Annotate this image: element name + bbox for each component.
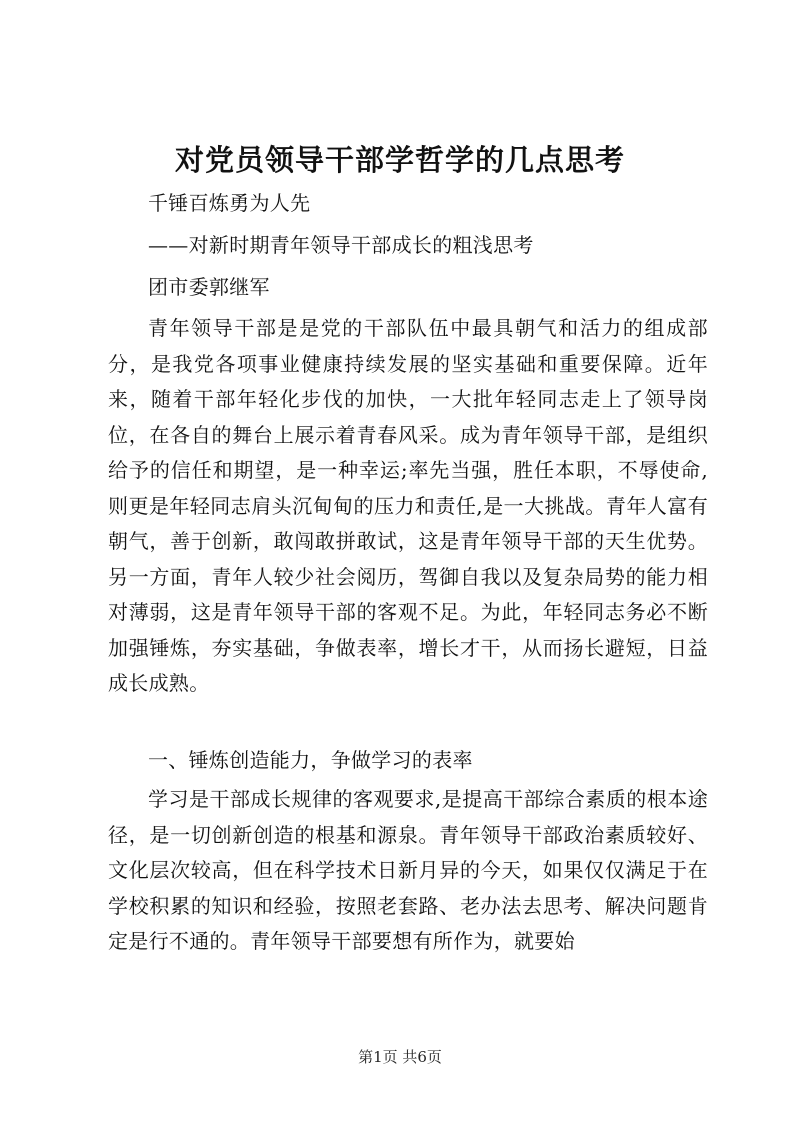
section-heading: 一、锤炼创造能力，争做学习的表率 — [148, 748, 473, 772]
subtitle-main: 千锤百炼勇为人先 — [148, 191, 311, 215]
page-footer: 第1页 共6页 — [358, 1048, 442, 1066]
subtitle-sub: ——对新时期青年领导干部成长的粗浅思考 — [148, 233, 534, 257]
author-line: 团市委郭继军 — [148, 275, 270, 299]
paragraph-study: 学习是干部成长规律的客观要求,是提高干部综合素质的根本途径，是一切创新创造的根基和源泉。青年领导干部政治素质较好、文化层次较高，但在科学技术日新月异的今天，如果仅仅满足于在学校积累的知识和经验，按照老套路、老办法去思考、解决问题肯定是行不通的。青年领导干部要想有所作为，就要始 — [108, 787, 708, 953]
paragraph-intro: 青年领导干部是是党的干部队伍中最具朝气和活力的组成部分，是我党各项事业健康持续发展的坚实基础和重要保障。近年来，随着干部年轻化步伐的加快，一大批年轻同志走上了领导岗位，在各自的舞台上展示着青春风采。成为青年领导干部，是组织给予的信任和期望，是一种幸运;率先当强，胜任本职，不辱使命,则更是年轻同志肩头沉甸甸的压力和责任,是一大挑战。青年人富有朝气，善于创新，敢闯敢拼敢试，这是青年领导干部的天生优势。另一方面，青年人较少社会阅历，驾御自我以及复杂局势的能力相对薄弱，这是青年领导干部的客观不足。为此，年轻同志务必不断加强锤炼，夯实基础，争做表率，增长才干，从而扬长避短，日益成长成熟。 — [108, 316, 708, 695]
document-title: 对党员领导干部学哲学的几点思考 — [174, 143, 625, 177]
